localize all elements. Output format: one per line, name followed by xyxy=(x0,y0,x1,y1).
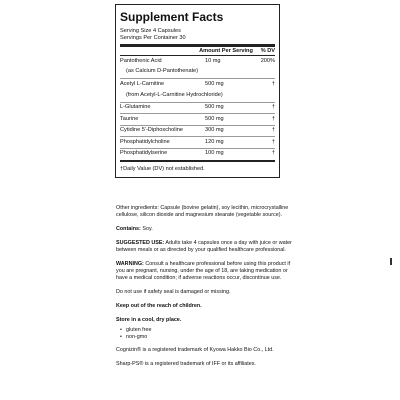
attributes-list xyxy=(116,327,296,341)
table-row-note: (from Acetyl-L-Carnitine Hydrochloride) xyxy=(120,89,275,103)
table-row: Phosphatidylcholine 120 mg † xyxy=(120,137,275,149)
serving-size: Serving Size 4 Capsules xyxy=(120,28,181,34)
list-item: • gluten free xyxy=(126,327,296,334)
table-row: Cytidine 5'-Diphoscholine 300 mg † xyxy=(120,126,275,138)
bottom-divider xyxy=(120,160,275,162)
safety-seal: Do not use if safety seal is damaged or missing. xyxy=(116,289,231,295)
table-header xyxy=(120,47,275,56)
amount-header: Amount Per Serving xyxy=(199,48,253,54)
table-row: Pantothenic Acid 10 mg 200% xyxy=(120,57,275,64)
dv-header: % DV xyxy=(260,48,275,54)
contains xyxy=(116,226,296,233)
suggested-use-text: Adults take 4 capsules once a day with juice or water between meals or as directed by your qualified healthcare professional. xyxy=(116,240,292,253)
margin-mark xyxy=(390,258,392,265)
table-row: Phosphatidylserine 100 mg † xyxy=(120,150,275,156)
table-row: Acetyl L-Carnitine 500 mg † xyxy=(120,81,275,87)
other-ingredients: Other ingredients: Capsule (bovine gelatin), soy lecithin, microcrystalline cellulose, silicon dioxide and magnesium stearate (vegetable source). xyxy=(116,205,289,218)
table-row: Taurine 500 mg † xyxy=(120,114,275,126)
warning xyxy=(116,261,296,282)
supplement-facts-panel xyxy=(115,4,280,178)
keep-out-notice: Keep out of the reach of children. xyxy=(116,303,202,309)
warning-label: WARNING: xyxy=(116,261,144,267)
label-body xyxy=(116,205,296,375)
dv-footnote: †Daily Value (DV) not established. xyxy=(120,166,205,172)
storage-notice: Store in a cool, dry place. xyxy=(116,317,182,323)
table-row: L-Glutamine 500 mg † xyxy=(120,103,275,115)
warning-text: Consult a healthcare professional before using this product if you are pregnant, nursing, under the age of 18, are taking medication or have a medical condition; if adverse reactions occur, discontinue use. xyxy=(116,261,291,281)
contains-label: Contains: xyxy=(116,226,141,232)
panel-title: Supplement Facts xyxy=(120,10,224,24)
trademark-cognizin: Cognizin® is a registered trademark of Kyowa Hakko Bio Co., Ltd. xyxy=(116,347,274,353)
suggested-use xyxy=(116,240,296,254)
list-item: • non-gmo xyxy=(126,334,296,341)
suggested-use-label: SUGGESTED USE: xyxy=(116,240,165,246)
servings-per-container: Servings Per Container 30 xyxy=(120,35,186,41)
trademark-sharp-ps: Sharp-PS® is a registered trademark of IFF or its affiliates. xyxy=(116,361,256,367)
contains-value: Soy. xyxy=(140,226,153,232)
table-row-note: (as Calcium D-Pantothenate) xyxy=(120,65,275,79)
